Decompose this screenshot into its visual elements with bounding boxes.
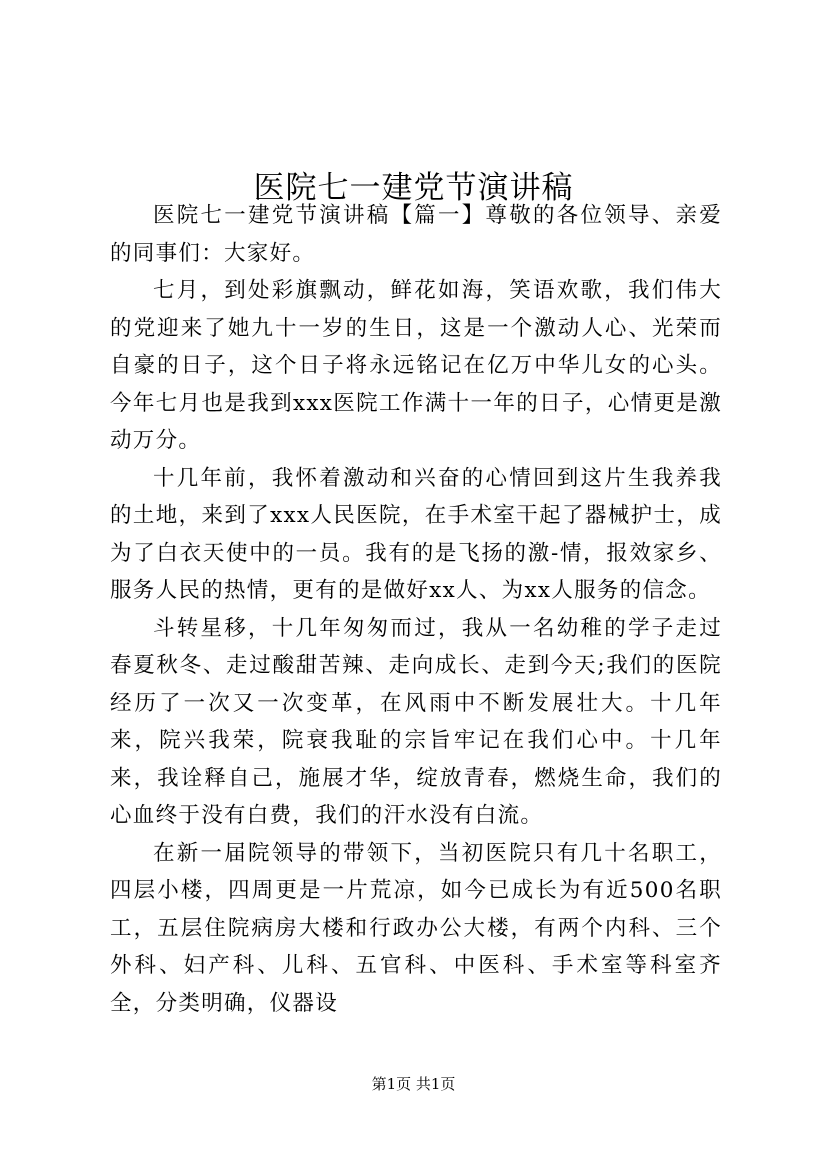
- document-body: [110, 197, 722, 1022]
- paragraph-2: 七月，到处彩旗飘动，鲜花如海，笑语欢歌，我们伟大的党迎来了她九十一岁的生日，这是一个激动人心、光荣而自豪的日子，这个日子将永远铭记在亿万中华儿女的心头。今年七月也是我到xxx医院工作满十一年的日子，心情更是激动万分。: [110, 278, 722, 453]
- paragraph-5: 在新一届院领导的带领下，当初医院只有几十名职工，四层小楼，四周更是一片荒凉，如今已成长为有近500名职工，五层住院病房大楼和行政办公大楼，有两个内科、三个外科、妇产科、儿科、五官科、中医科、手术室等科室齐全，分类明确，仪器设: [110, 840, 722, 1016]
- page-footer: 第1页 共1页: [371, 1075, 456, 1093]
- paragraph-4: 斗转星移，十几年匆匆而过，我从一名幼稚的学子走过春夏秋冬、走过酸甜苦辣、走向成长、走到今天;我们的医院经历了一次又一次变革，在风雨中不断发展壮大。十几年来，院兴我荣，院衰我耻的宗旨牢记在我们心中。十几年来，我诠释自己，施展才华，绽放青春，燃烧生命，我们的心血终于没有白费，我们的汗水没有白流。: [110, 615, 722, 828]
- paragraph-1: 医院七一建党节演讲稿【篇一】尊敬的各位领导、亲爱的同事们：大家好。: [110, 203, 722, 266]
- paragraph-3: 十几年前，我怀着激动和兴奋的心情回到这片生我养我的土地，来到了xxx人民医院，在手术室干起了器械护士，成为了白衣天使中的一员。我有的是飞扬的激-情，报效家乡、服务人民的热情，更有的是做好xx人、为xx人服务的信念。: [110, 465, 722, 603]
- document-title: 医院七一建党节演讲稿: [253, 169, 574, 206]
